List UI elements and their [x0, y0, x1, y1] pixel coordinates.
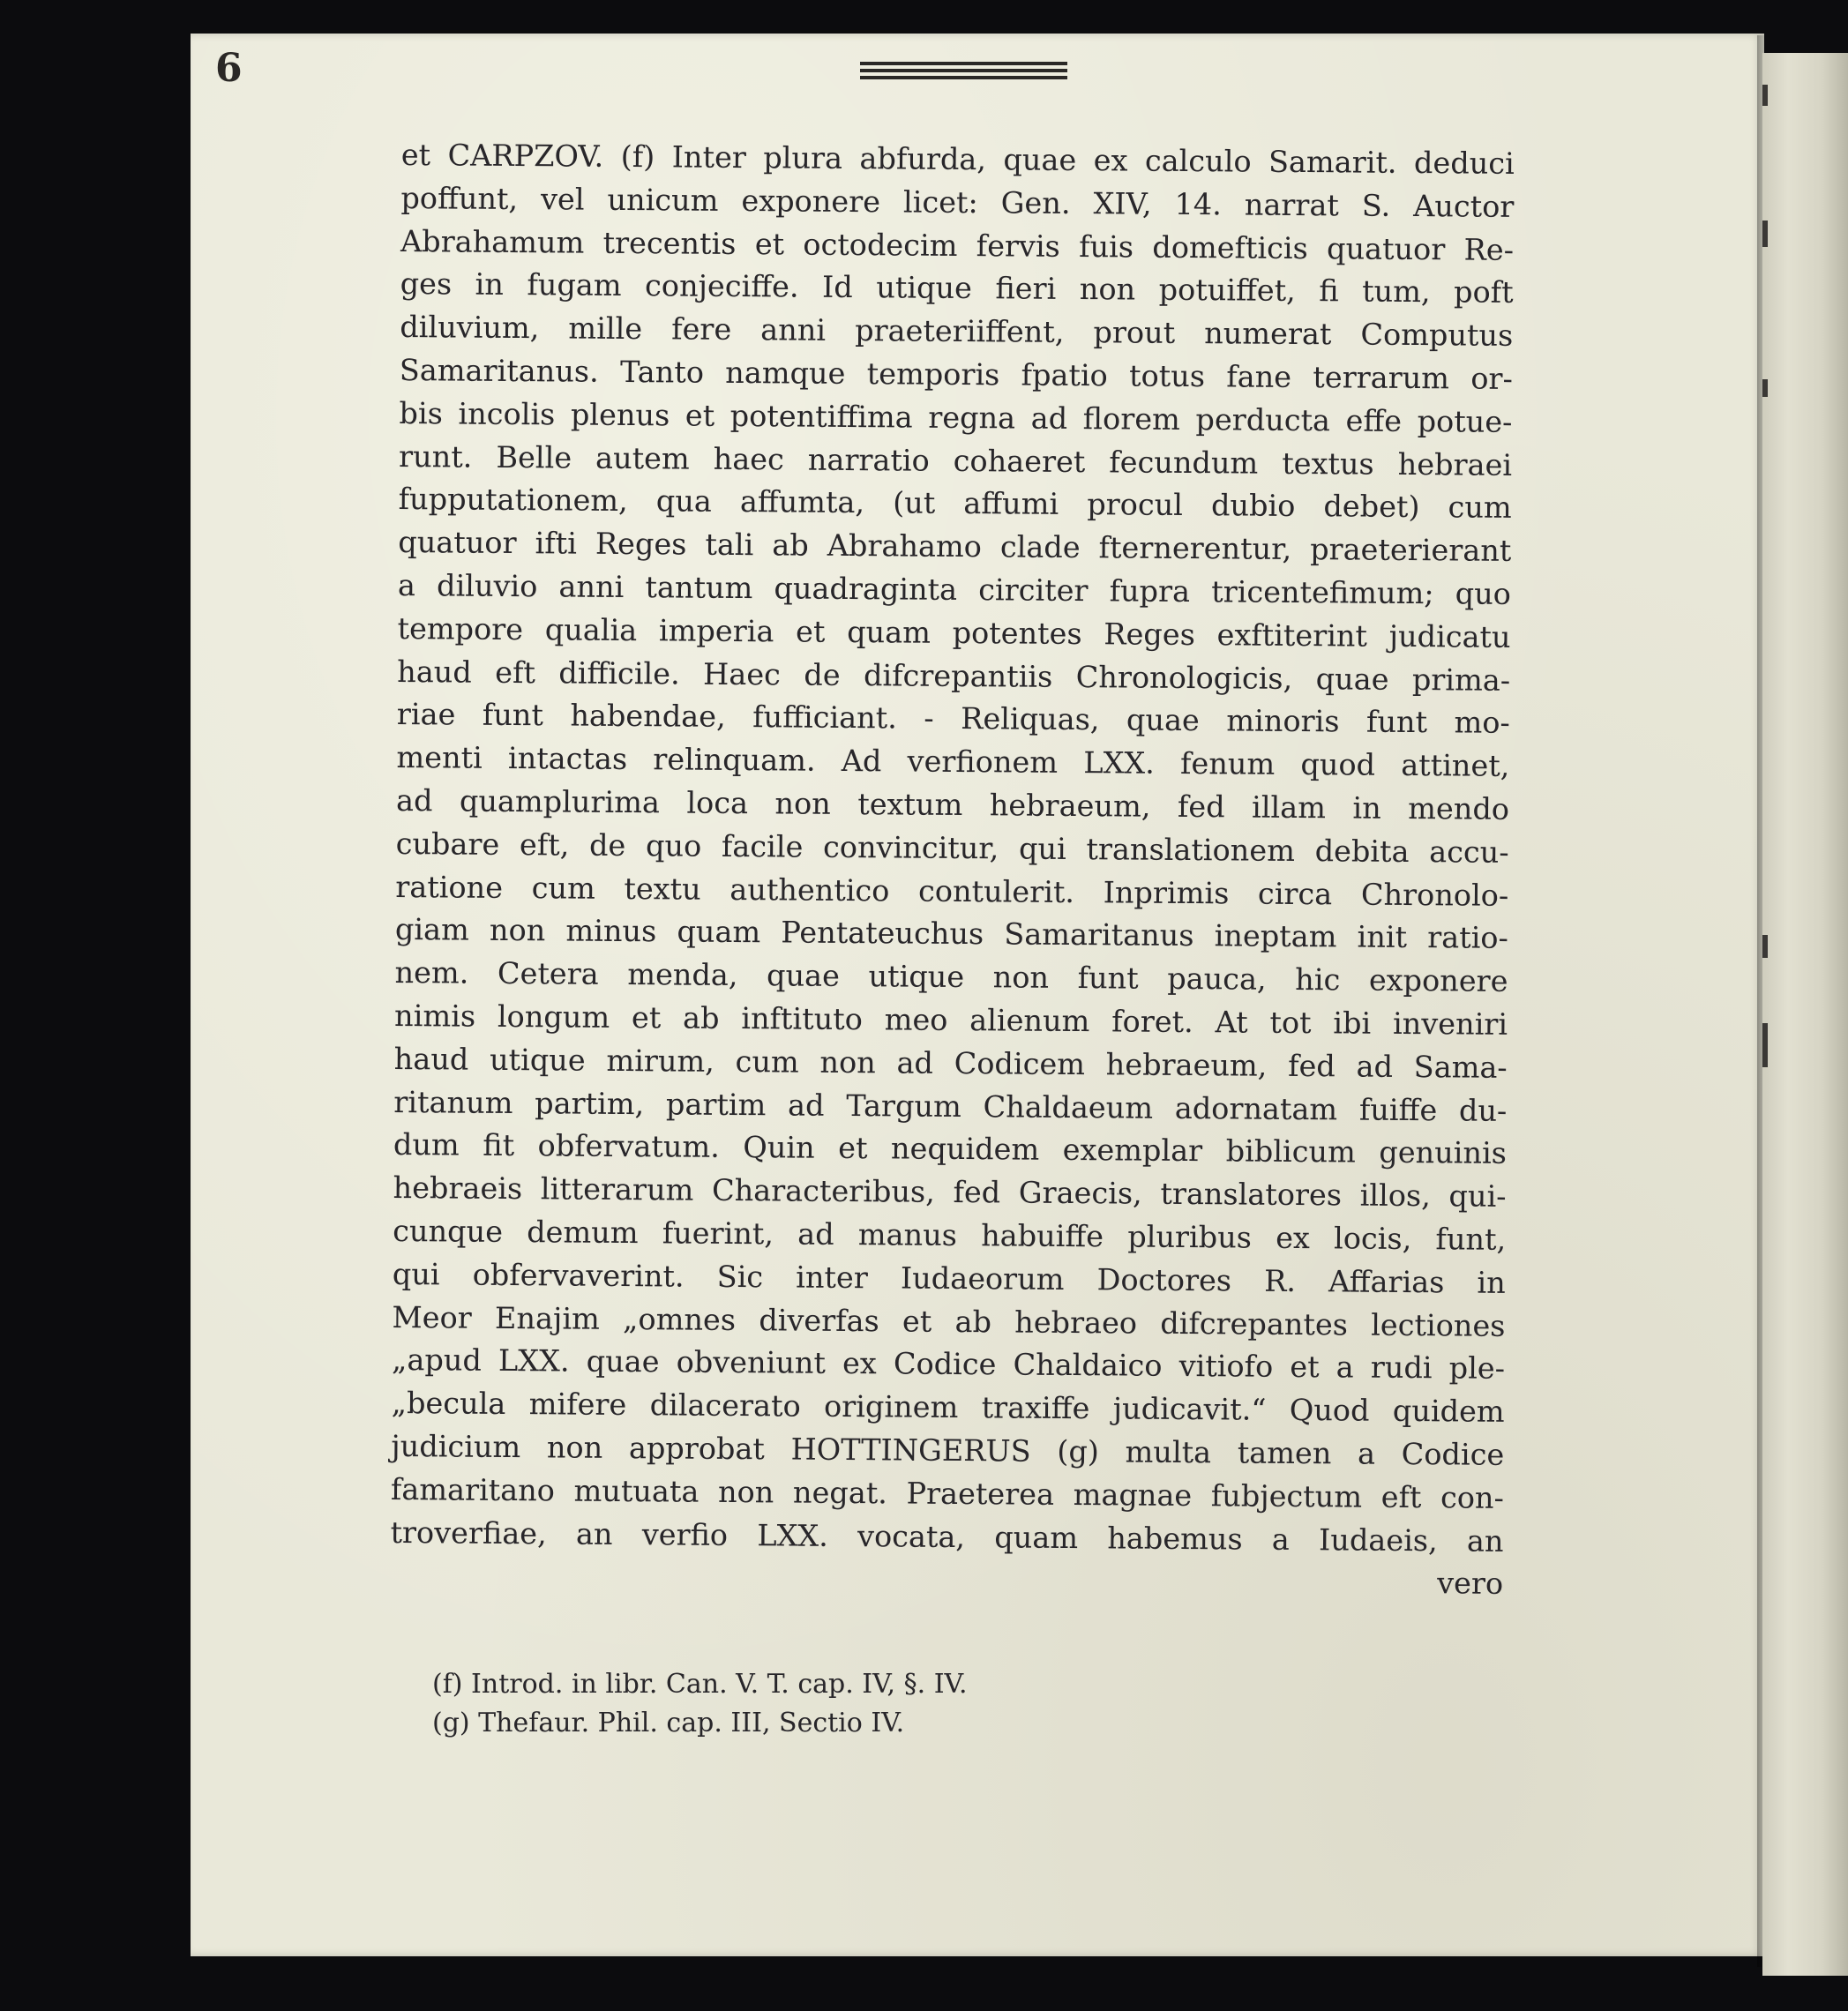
text-line: Samaritanus. Tanto namque temporis fpatio totus fane terrarum or-	[399, 352, 1514, 396]
text-line: Abrahamum trecentis et octodecim fervis fuis domefticis quatuor Re-	[400, 223, 1515, 267]
catchword: vero	[1437, 1566, 1504, 1602]
edge-mark	[1762, 1023, 1768, 1067]
text-line: poffunt, vel unicum exponere licet: Gen. XIV, 14. narrat S. Auctor	[400, 180, 1515, 224]
text-line: giam non minus quam Pentateuchus Samaritanus ineptam init ratio-	[394, 912, 1509, 956]
text-line: famaritano mutuata non negat. Praeterea magnae fubjectum eft con-	[390, 1471, 1505, 1515]
header-rule	[860, 62, 1067, 81]
footnote: (g) Thefaur. Phil. cap. III, Sectio IV.	[432, 1708, 905, 1738]
edge-mark	[1762, 221, 1768, 247]
text-line: diluvium, mille fere anni praeteriiffent, prout numerat Computus	[400, 310, 1514, 354]
facing-page-edge	[1762, 53, 1848, 1976]
edge-mark	[1762, 935, 1768, 958]
text-line: haud eft difficile. Haec de difcrepantiis Chronologicis, quae prima-	[397, 654, 1511, 698]
page-number: 6	[215, 46, 243, 91]
text-line: nem. Cetera menda, quae utique non funt pauca, hic exponere	[394, 955, 1508, 999]
text-line: judicium non approbat HOTTINGERUS (g) multa tamen a Codice	[391, 1428, 1505, 1472]
body-text	[390, 134, 1515, 1606]
text-line: ges in fugam conjeciffe. Id utique fieri non potuiffet, fi tum, poft	[400, 266, 1514, 310]
text-line: haud utique mirum, cum non ad Codicem hebraeum, fed ad Sama-	[393, 1041, 1508, 1085]
footnote: (f) Introd. in libr. Can. V. T. cap. IV, §. IV.	[432, 1669, 968, 1700]
text-line: riae funt habendae, fufficiant. - Reliquas, quae minoris funt mo-	[396, 697, 1510, 741]
text-line: troverfiae, an verfio LXX. vocata, quam habemus a Iudaeis, an	[390, 1514, 1504, 1559]
text-line: nimis longum et ab inftituto meo alienum foret. At tot ibi inveniri	[393, 998, 1508, 1042]
text-line: qui obfervaverint. Sic inter Iudaeorum Doctores R. Affarias in	[392, 1256, 1506, 1300]
text-line: bis incolis plenus et potentiffima regna ad florem perducta effe potue-	[399, 395, 1513, 439]
edge-mark	[1762, 379, 1768, 397]
text-line: dum fit obfervatum. Quin et nequidem exemplar biblicum genuinis	[393, 1127, 1508, 1171]
text-line: hebraeis litterarum Characteribus, fed Graecis, translatores illos, qui-	[393, 1170, 1507, 1214]
text-line: ratione cum textu authentico contulerit. Inprimis circa Chronolo-	[395, 869, 1509, 913]
text-line: cubare eft, de quo facile convincitur, qui translationem debita accu-	[395, 826, 1509, 870]
text-line: fupputationem, qua affumta, (ut affumi procul dubio debet) cum	[398, 482, 1512, 526]
text-line: et CARPZOV. (f) Inter plura abfurda, quae ex calculo Samarit. deduci	[400, 137, 1515, 181]
text-line: runt. Belle autem haec narratio cohaeret fecundum textus hebraei	[398, 438, 1513, 482]
text-line: ad quamplurima loca non textum hebraeum, fed illam in mendo	[395, 782, 1510, 826]
text-line: menti intactas relinquam. Ad verfionem LXX. fenum quod attinet,	[396, 740, 1510, 784]
text-line: ritanum partim, partim ad Targum Chaldaeum adornatam fuiffe du-	[393, 1084, 1508, 1128]
text-line: tempore qualia imperia et quam potentes Reges exftiterint judicatu	[397, 610, 1511, 654]
text-line: Meor Enajim „omnes diverfas et ab hebraeo difcrepantes lectiones	[392, 1299, 1506, 1343]
text-line: „apud LXX. quae obveniunt ex Codice Chaldaico vitiofo et a rudi ple-	[391, 1342, 1506, 1387]
text-line: „becula mifere dilacerato originem traxiffe judicavit.“ Quod quidem	[391, 1386, 1505, 1429]
edge-mark	[1762, 85, 1768, 106]
text-line: quatuor ifti Reges tali ab Abrahamo clade fternerentur, praeterierant	[398, 525, 1512, 569]
text-line: a diluvio anni tantum quadraginta circiter fupra tricentefimum; quo	[397, 567, 1512, 611]
text-line: cunque demum fuerint, ad manus habuiffe pluribus ex locis, funt,	[393, 1213, 1507, 1257]
footnotes	[432, 1665, 968, 1743]
